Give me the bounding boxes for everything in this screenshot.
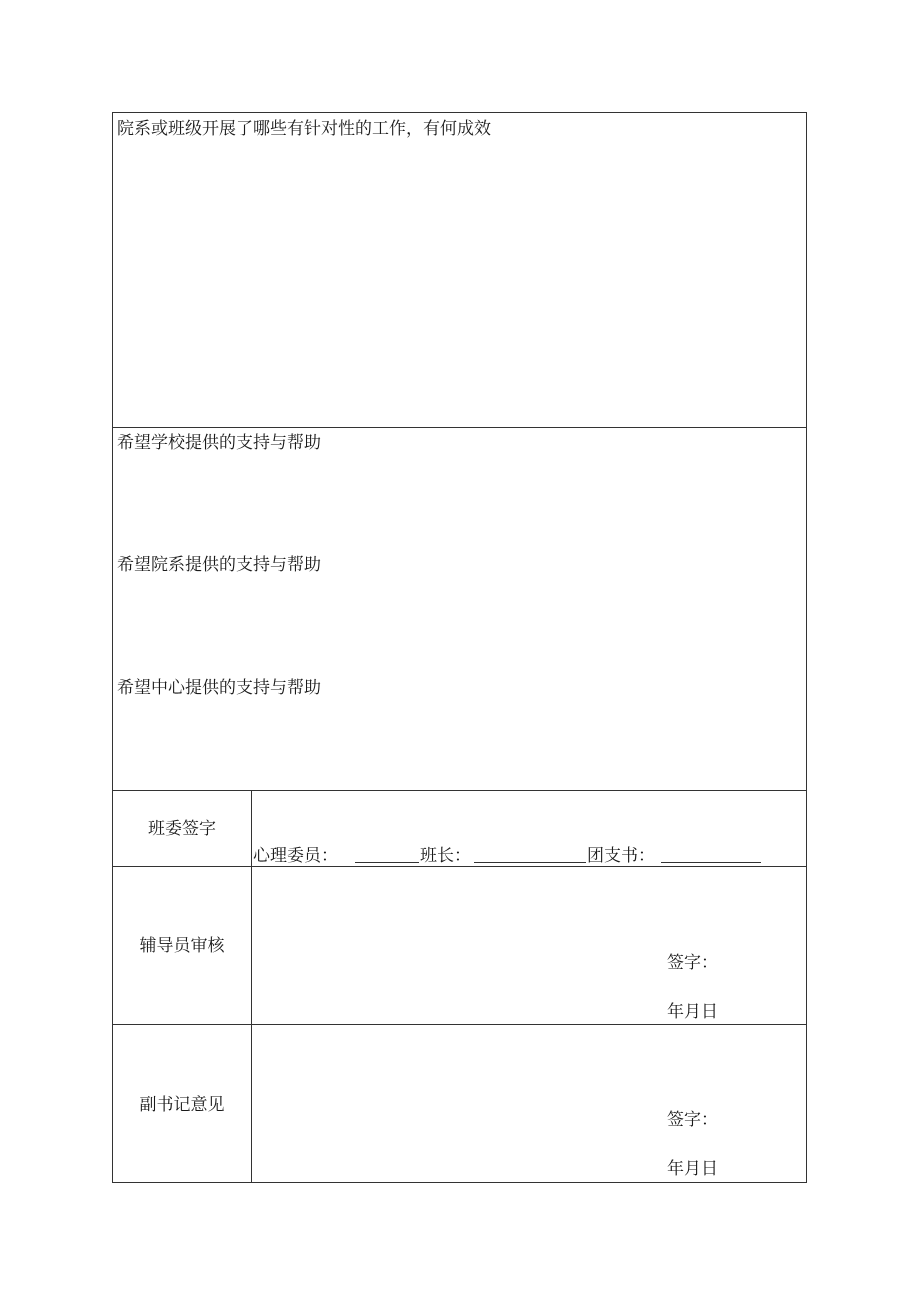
deputy-date-label: 年月日 [667,1159,718,1179]
monitor-signature-field[interactable] [474,844,586,863]
department-support-label: 希望院系提供的支持与帮助 [117,555,321,575]
form-table [112,112,807,1183]
divider [113,790,806,791]
column-divider [251,790,252,1182]
league-secretary-signature-field[interactable] [661,844,761,863]
divider [113,1024,806,1025]
monitor-label: 班长： [420,846,471,866]
divider [113,866,806,867]
counselor-date-label: 年月日 [667,1002,718,1022]
league-secretary-label: 团支书： [587,846,655,866]
class-committee-label: 班委签字 [148,819,216,839]
deputy-secretary-label: 副书记意见 [139,1095,225,1115]
psych-member-label: 心理委员： [253,846,338,866]
divider [113,427,806,428]
work-results-label: 院系或班级开展了哪些有针对性的工作，有何成效 [117,119,491,139]
counselor-signature-label: 签字： [667,953,718,973]
deputy-signature-label: 签字： [667,1110,718,1130]
center-support-label: 希望中心提供的支持与帮助 [117,678,321,698]
school-support-label: 希望学校提供的支持与帮助 [117,433,321,453]
psych-member-signature-field[interactable] [355,844,419,863]
counselor-review-label: 辅导员审核 [139,936,225,956]
